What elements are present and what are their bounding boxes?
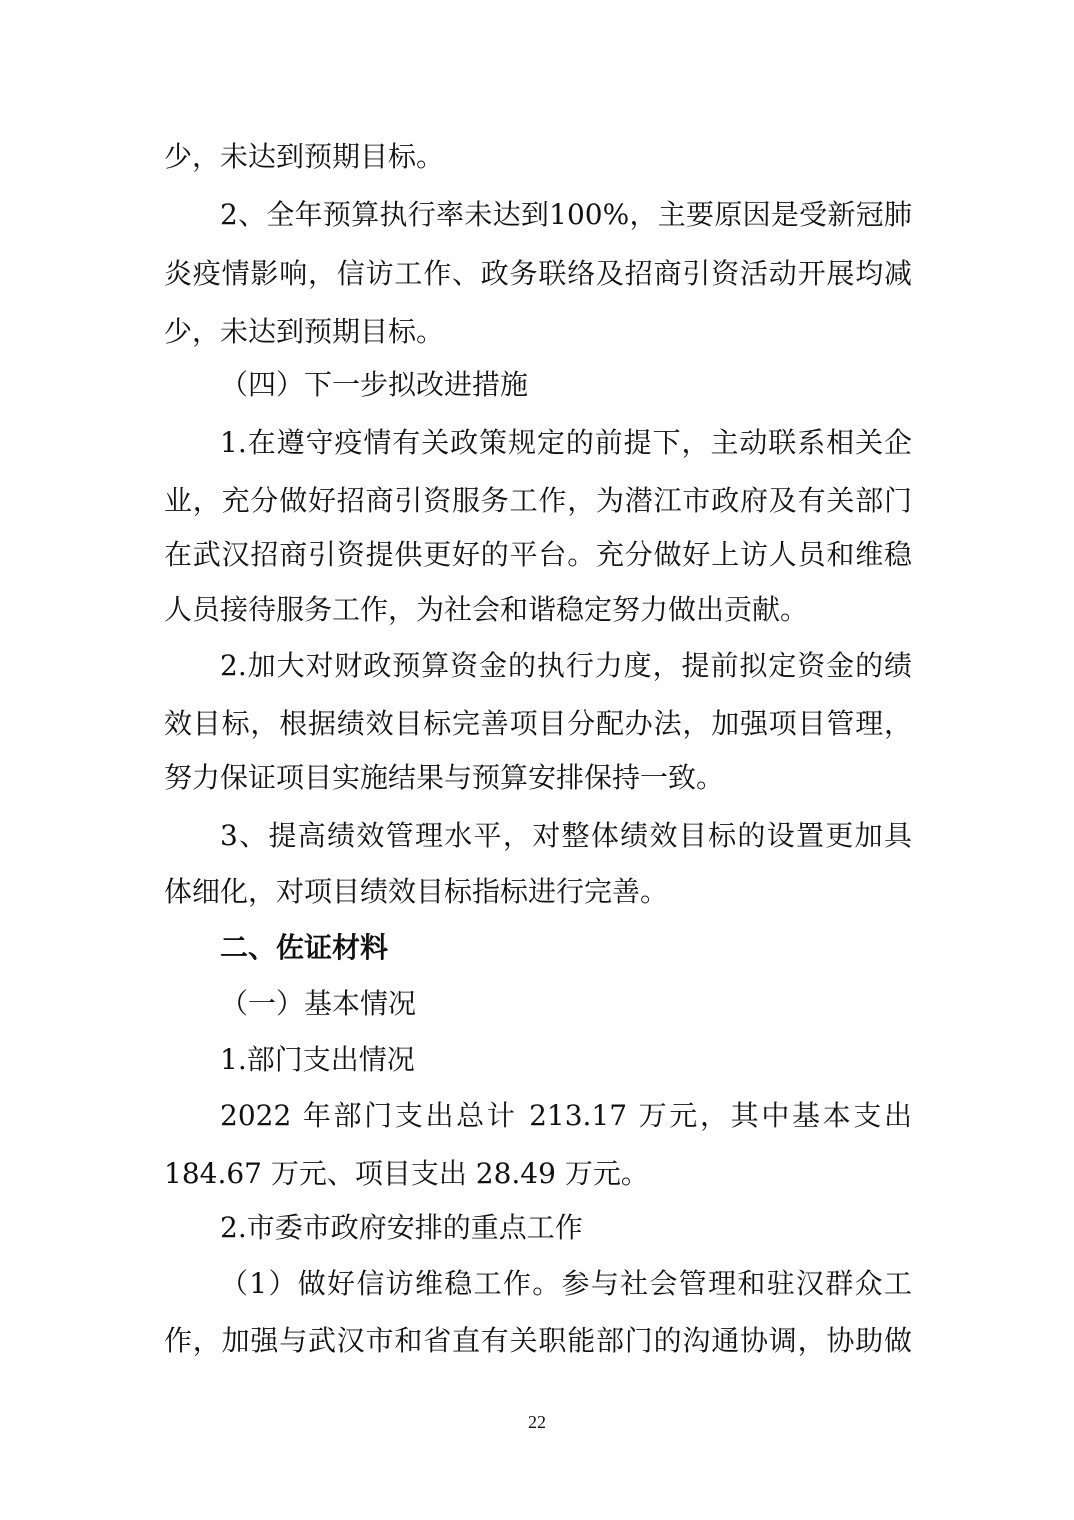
text-line: 人员接待服务工作，为社会和谐稳定努力做出贡献。 — [164, 593, 809, 626]
text-line: 努力保证项目实施结果与预算安排保持一致。 — [164, 761, 725, 794]
text-line: 在武汉招商引资提供更好的平台。充分做好上访人员和维稳 — [164, 538, 912, 571]
text-line: 1.部门支出情况 — [220, 1043, 415, 1076]
text-line: 2022 年部门支出总计 213.17 万元，其中基本支出 — [220, 1099, 912, 1132]
text-line: 184.67 万元、项目支出 28.49 万元。 — [164, 1157, 649, 1190]
text-line: 作，加强与武汉市和省直有关职能部门的沟通协调，协助做 — [164, 1324, 912, 1357]
text-line: 效目标，根据绩效目标完善项目分配办法，加强项目管理， — [164, 707, 912, 740]
section-subheading: （四）下一步拟改进措施 — [220, 368, 529, 401]
section-heading: 二、佐证材料 — [220, 931, 389, 964]
text-line: 炎疫情影响，信访工作、政务联络及招商引资活动开展均减 — [164, 257, 912, 290]
text-line: 少，未达到预期目标。 — [164, 140, 445, 173]
text-line: 2、全年预算执行率未达到100%，主要原因是受新冠肺 — [220, 198, 912, 231]
text-line: 业，充分做好招商引资服务工作，为潜江市政府及有关部门 — [164, 484, 912, 517]
text-line: 2.市委市政府安排的重点工作 — [220, 1211, 583, 1244]
text-line: 3、提高绩效管理水平，对整体绩效目标的设置更加具 — [220, 819, 912, 852]
text-line: 体细化，对项目绩效目标指标进行完善。 — [164, 875, 669, 908]
text-line: （1）做好信访维稳工作。参与社会管理和驻汉群众工 — [220, 1267, 912, 1300]
section-subheading: （一）基本情况 — [220, 987, 417, 1020]
text-line: 少，未达到预期目标。 — [164, 315, 445, 348]
text-line: 2.加大对财政预算资金的执行力度，提前拟定资金的绩 — [220, 649, 912, 682]
text-line: 1.在遵守疫情有关政策规定的前提下，主动联系相关企 — [220, 426, 912, 459]
page-number: 22 — [528, 1412, 546, 1432]
